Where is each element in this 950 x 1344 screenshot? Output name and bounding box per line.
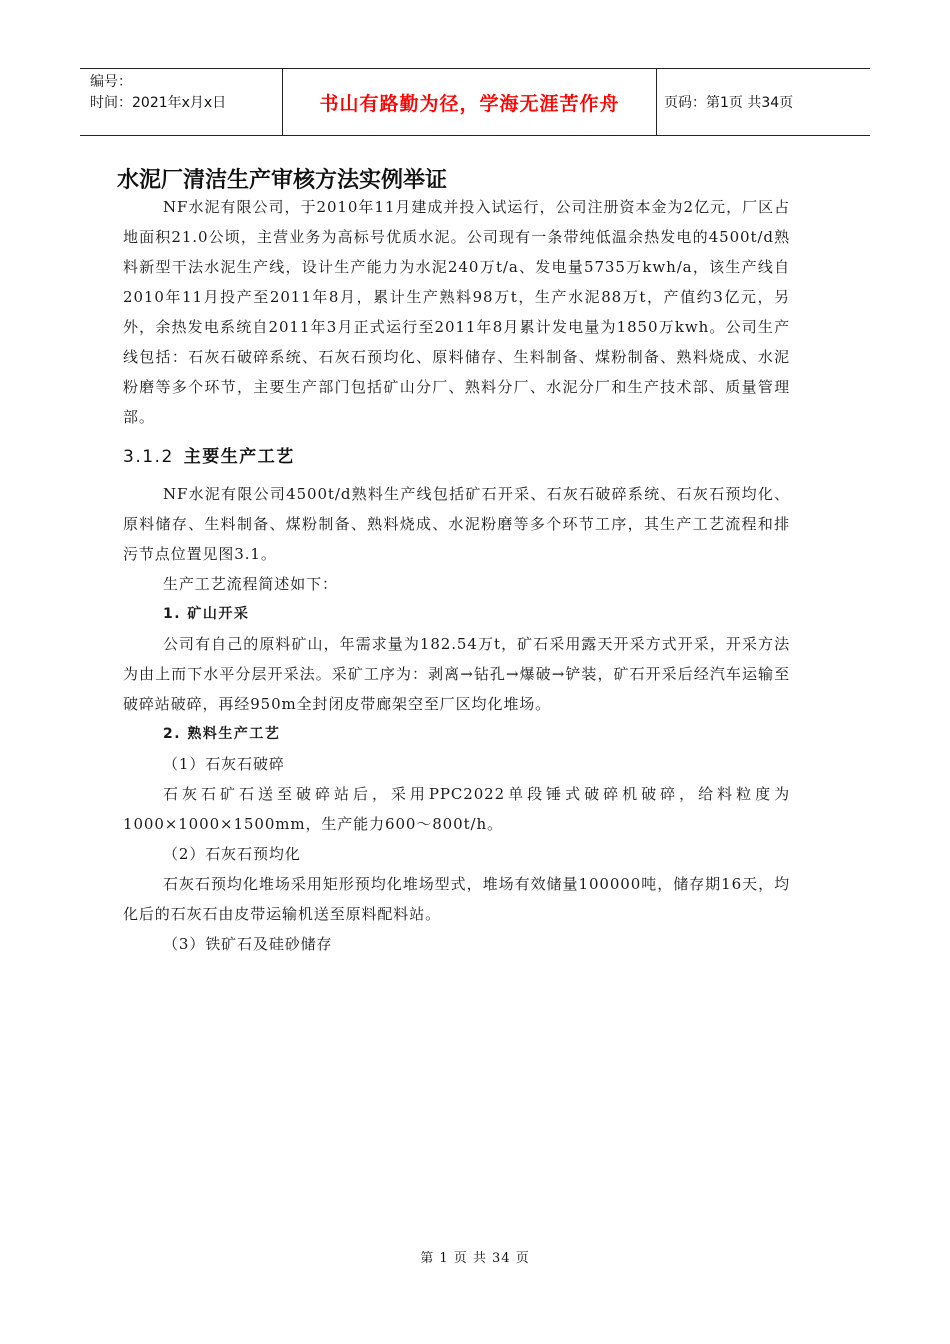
intro-paragraph: NF水泥有限公司，于2010年11月建成并投入试运行，公司注册资本金为2亿元，厂区占地面积21.0公顷，主营业务为高标号优质水泥。公司现有一条带纯低温余热发电的4500t/d熟料新型干法水泥生产线，设计生产能力为水泥240万t/a、发电量5735万kwh/a，该生产线自2010年11月投产至2011年8月，累计生产熟料98万t，生产水泥88万t，产值约3亿元，另外，余热发电系统自2011年3月正式运行至2011年8月累计发电量为1850万kwh。公司生产线包括：石灰石破碎系统、石灰石预均化、原料储存、生料制备、煤粉制备、熟料烧成、水泥粉磨等多个环节，主要生产部门包括矿山分厂、熟料分厂、水泥分厂和生产技术部、质量管理部。 [123,198,790,426]
document-number: 编号： [90,74,132,90]
limestone-prehomogenization-heading: （2）石灰石预均化 [163,845,301,863]
process-paragraph: NF水泥有限公司4500t/d熟料生产线包括矿石开采、石灰石破碎系统、石灰石预均化、原料储存、生料制备、煤粉制备、熟料烧成、水泥粉磨等多个环节工序，其生产工艺流程和排污节点位置见图3.1。 [123,485,790,563]
page-header [80,68,870,136]
clinker-heading: 2. 熟料生产工艺 [163,726,281,742]
mining-paragraph: 公司有自己的原料矿山，年需求量为182.54万t，矿石采用露天开采方式开采，开采方法为由上而下水平分层开采法。采矿工序为：剥离→钻孔→爆破→铲装，矿石开采后经汽车运输至破碎站破碎，再经950m全封闭皮带廊架空至厂区均化堆场。 [123,635,790,713]
header-motto: 书山有路勤为径，学海无涯苦作舟 [282,69,657,135]
flow-intro: 生产工艺流程简述如下： [163,575,338,593]
page-footer: 第 1 页 共 34 页 [420,1251,530,1266]
mining-heading: 1. 矿山开采 [163,606,250,622]
document-title: 水泥厂清洁生产审核方法实例举证 [117,168,448,193]
document-body [123,192,790,959]
limestone-crushing-paragraph: 石灰石矿石送至破碎站后，采用PPC2022单段锤式破碎机破碎，给料粒度为1000×1000×1500mm，生产能力600～800t/h。 [123,785,790,833]
limestone-crushing-heading: （1）石灰石破碎 [163,755,285,773]
limestone-prehomogenization-paragraph: 石灰石预均化堆场采用矩形预均化堆场型式，堆场有效储量100000吨，储存期16天，均化后的石灰石由皮带运输机送至原料配料站。 [123,875,790,923]
header-meta [80,69,282,135]
header-page-info: 页码：第1页 共34页 [664,95,794,111]
iron-ore-storage-heading: （3）铁矿石及硅砂储存 [163,935,333,953]
section-heading [123,442,790,472]
document-date: 时间：2021年x月x日 [90,95,227,111]
section-number: 3.1.2 [123,447,174,467]
section-title: 主要生产工艺 [183,447,295,467]
